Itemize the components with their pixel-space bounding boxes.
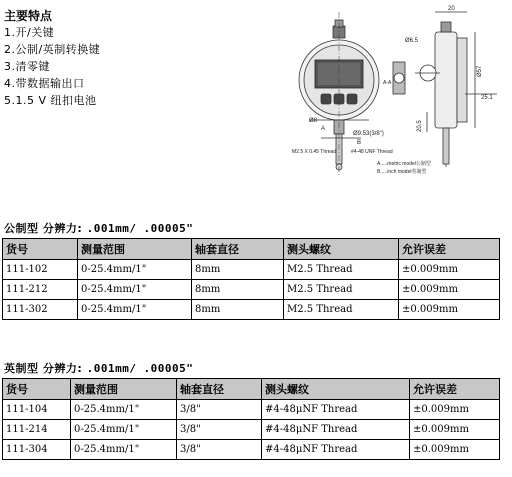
dim-20-label: 20 [448, 6, 455, 12]
table-row [3, 400, 500, 420]
legend-metric: A.....metric model公制型 [377, 161, 431, 167]
features-title: 主要特点 [4, 9, 53, 23]
col-header: 测量范围 [71, 379, 177, 400]
table-cell: 0-25.4mm/1" [71, 440, 177, 460]
col-header: 轴套直径 [192, 239, 284, 260]
table-cell: 111-302 [3, 300, 78, 320]
col-header: 允许误差 [399, 239, 500, 260]
table-cell: #4-48μNF Thread [262, 440, 410, 460]
table-cell: 111-214 [3, 420, 71, 440]
dim-251-label: 25.1 [481, 95, 493, 101]
table-cell: 0-25.4mm/1" [71, 400, 177, 420]
section-aa-label: A-A [383, 80, 392, 86]
features-list [4, 8, 244, 109]
metric-section-title [4, 220, 193, 236]
table-cell: ±0.009mm [410, 400, 500, 420]
metric-title-value: .001mm/ .00005" [86, 222, 194, 235]
table-cell: 8mm [192, 260, 284, 280]
table-cell: 8mm [192, 280, 284, 300]
table-cell: 111-102 [3, 260, 78, 280]
dim-phi65-label: Ø6.5 [405, 38, 419, 44]
table-cell: ±0.009mm [399, 300, 500, 320]
table-cell: 3/8" [177, 400, 262, 420]
m25-thread-label: M2.5 X 0.45 Thread [292, 149, 337, 155]
table-cell: #4-48μNF Thread [262, 400, 410, 420]
inch-title-value: .001mm/ .00005" [86, 362, 194, 375]
col-header: 货号 [3, 379, 71, 400]
table-row [3, 280, 500, 300]
table-cell: 3/8" [177, 420, 262, 440]
table-cell: ±0.009mm [410, 440, 500, 460]
table-row [3, 260, 500, 280]
table-cell: ±0.009mm [399, 280, 500, 300]
table-row [3, 420, 500, 440]
table-header-row [3, 379, 500, 400]
feature-item: 3.清零键 [4, 60, 50, 73]
dim-phi8-label: Ø8 [309, 118, 318, 124]
table-cell: M2.5 Thread [284, 260, 399, 280]
table-cell: 111-104 [3, 400, 71, 420]
col-header: 允许误差 [410, 379, 500, 400]
feature-item: 4.带数据输出口 [4, 77, 85, 90]
feature-item: 5.1.5 V 纽扣电池 [4, 94, 97, 107]
table-cell: #4-48μNF Thread [262, 420, 410, 440]
table-cell: M2.5 Thread [284, 280, 399, 300]
legend-inch: B.....inch model英制型 [377, 169, 427, 175]
table-cell: 0-25.4mm/1" [78, 280, 192, 300]
col-header: 测量范围 [78, 239, 192, 260]
col-header: 货号 [3, 239, 78, 260]
marker-b: B [357, 140, 362, 146]
table-cell: 0-25.4mm/1" [78, 260, 192, 280]
col-header: 测头螺纹 [284, 239, 399, 260]
col-header: 测头螺纹 [262, 379, 410, 400]
table-cell: 111-304 [3, 440, 71, 460]
metric-title-prefix: 公制型 分辨力: [4, 222, 83, 235]
table-cell: 0-25.4mm/1" [71, 420, 177, 440]
table-row [3, 440, 500, 460]
dim-205-label: 20.5 [417, 120, 423, 132]
inch-spec-table [2, 378, 500, 460]
metric-spec-table [2, 238, 500, 320]
table-cell: ±0.009mm [399, 260, 500, 280]
table-row [3, 300, 500, 320]
table-header-row [3, 239, 500, 260]
table-cell: M2.5 Thread [284, 300, 399, 320]
feature-item: 1.开/关键 [4, 26, 55, 39]
inch-title-prefix: 英制型 分辨力: [4, 362, 83, 375]
dim-phi953-label: Ø9.53(3/8") [353, 131, 384, 137]
inch-section-title [4, 360, 193, 376]
dial-indicator-drawing [265, 2, 509, 184]
unf-thread-label: #4-48 UNF Thread [351, 149, 393, 155]
table-cell: ±0.009mm [410, 420, 500, 440]
dim-phi57-label: Ø57 [477, 65, 483, 77]
col-header: 轴套直径 [177, 379, 262, 400]
feature-item: 2.公制/英制转换键 [4, 43, 101, 56]
table-cell: 3/8" [177, 440, 262, 460]
table-cell: 0-25.4mm/1" [78, 300, 192, 320]
table-cell: 8mm [192, 300, 284, 320]
table-cell: 111-212 [3, 280, 78, 300]
marker-a: A [321, 126, 326, 132]
